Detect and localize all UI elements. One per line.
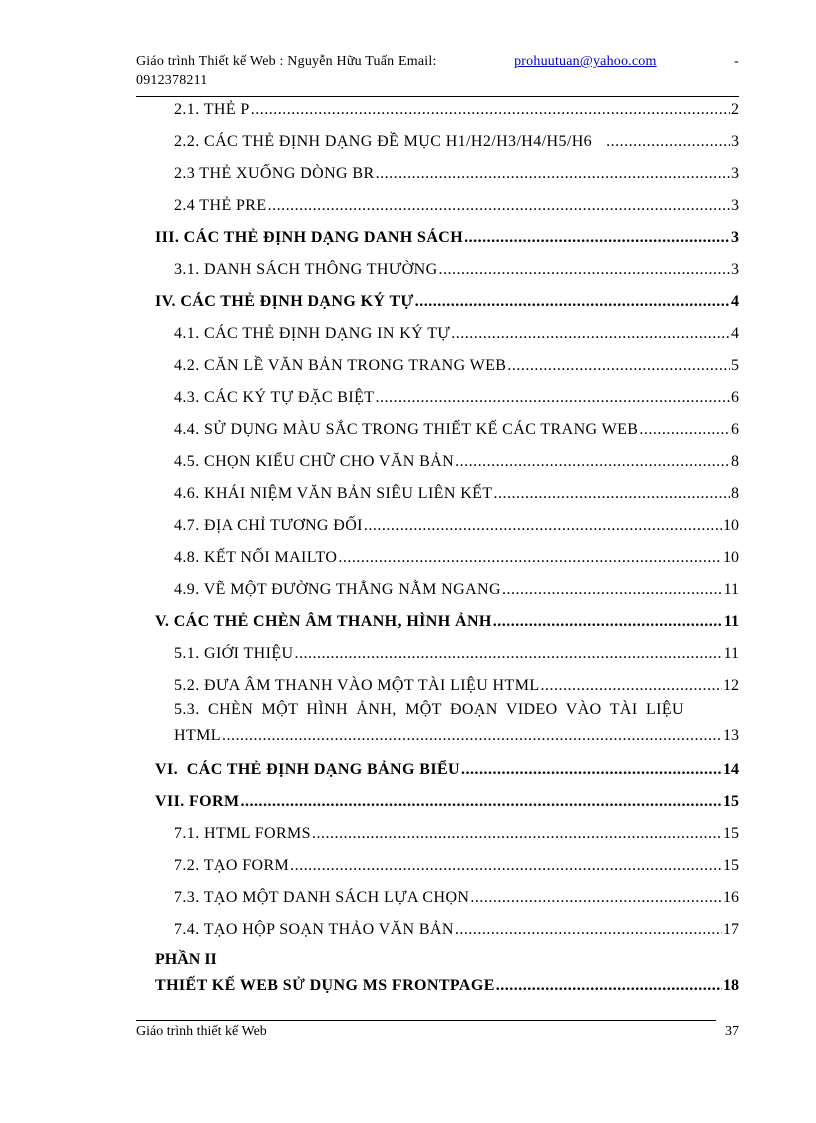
toc-section[interactable]: IV. CÁC THẺ ĐỊNH DẠNG KÝ TỰ ..... 4 [155, 293, 739, 311]
toc-entry[interactable]: 7.4. TẠO HỘP SOẠN THẢO VĂN BẢN ..... 17 [174, 921, 739, 939]
toc-entry[interactable]: 4.3. CÁC KÝ TỰ ĐẶC BIỆT ..... 6 [174, 389, 739, 407]
page-footer [136, 1024, 739, 1040]
toc-entry[interactable]: 7.3. TẠO MỘT DANH SÁCH LỰA CHỌN ..... 16 [174, 889, 739, 907]
toc-entry[interactable]: 4.4. SỬ DỤNG MÀU SẮC TRONG THIẾT KẾ CÁC TRANG WEB ..... 6 [174, 421, 739, 439]
toc-entry[interactable]: 4.9. VẼ MỘT ĐƯỜNG THẲNG NẰM NGANG ..... 11 [174, 581, 739, 599]
toc-entry[interactable]: 2.1. THẺ P ..... 2 [174, 101, 739, 119]
toc-entry[interactable]: 4.1. CÁC THẺ ĐỊNH DẠNG IN KÝ TỰ ..... 4 [174, 325, 739, 343]
footer-rule [136, 1020, 716, 1021]
toc-entry-wrapped[interactable] [174, 701, 739, 719]
toc-section[interactable]: VI. CÁC THẺ ĐỊNH DẠNG BẢNG BIỂU ..... 14 [155, 761, 739, 779]
toc-entry[interactable]: 4.2. CĂN LỀ VĂN BẢN TRONG TRANG WEB ..... 5 [174, 357, 739, 375]
header-dash: - [734, 54, 739, 69]
toc-entry[interactable]: 2.2. CÁC THẺ ĐỊNH DẠNG ĐỀ MỤC H1/H2/H3/H4/H5/H6 ..... 3 [174, 133, 739, 151]
toc-entry[interactable]: 3.1. DANH SÁCH THÔNG THƯỜNG ..... 3 [174, 261, 739, 279]
header-rule [136, 96, 739, 97]
footer-text: Giáo trình thiết kế Web [136, 1024, 267, 1039]
toc-entry[interactable]: 4.7. ĐỊA CHỈ TƯƠNG ĐỐI ..... 10 [174, 517, 739, 535]
toc-entry[interactable]: 2.4 THẺ PRE ..... 3 [174, 197, 739, 215]
header-email-link[interactable]: prohuutuan@yahoo.com [514, 54, 657, 69]
toc-entry[interactable]: 5.2. ĐƯA ÂM THANH VÀO MỘT TÀI LIỆU HTML ..... 12 [174, 677, 739, 695]
toc-entry[interactable]: 4.8. KẾT NỐI MAILTO ..... 10 [174, 549, 739, 567]
toc-section[interactable]: VII. FORM ..... 15 [155, 793, 739, 811]
toc-entry[interactable]: 5.1. GIỚI THIỆU ..... 11 [174, 645, 739, 663]
toc-entry[interactable]: 7.1. HTML FORMS ..... 15 [174, 825, 739, 843]
part-heading: PHẦN II [155, 951, 217, 968]
toc-entry-line2[interactable]: HTML ..... 13 [174, 727, 739, 745]
toc-section[interactable]: V. CÁC THẺ CHÈN ÂM THANH, HÌNH ẢNH ..... 11 [155, 613, 739, 631]
toc-entry[interactable]: 4.5. CHỌN KIỂU CHỮ CHO VĂN BẢN ..... 8 [174, 453, 739, 471]
header-phone: 0912378211 [136, 73, 208, 88]
toc-entry-line1: 5.3. CHÈN MỘT HÌNH ẢNH, MỘT ĐOẠN VIDEO VÀO TÀI LIỆU [174, 701, 685, 718]
toc-entry[interactable]: 2.3 THẺ XUỐNG DÒNG BR ..... 3 [174, 165, 739, 183]
page-number: 37 [725, 1024, 739, 1039]
toc-entry[interactable]: 7.2. TẠO FORM ..... 15 [174, 857, 739, 875]
toc-section[interactable]: III. CÁC THẺ ĐỊNH DẠNG DANH SÁCH ..... 3 [155, 229, 739, 247]
toc-entry[interactable]: 4.6. KHÁI NIỆM VĂN BẢN SIÊU LIÊN KẾT ..... 8 [174, 485, 739, 503]
header-text: Giáo trình Thiết kế Web : Nguyễn Hữu Tuấn Email: [136, 54, 437, 69]
page-header [136, 52, 739, 90]
toc-part-entry[interactable]: THIẾT KẾ WEB SỬ DỤNG MS FRONTPAGE ..... 18 [155, 977, 739, 995]
